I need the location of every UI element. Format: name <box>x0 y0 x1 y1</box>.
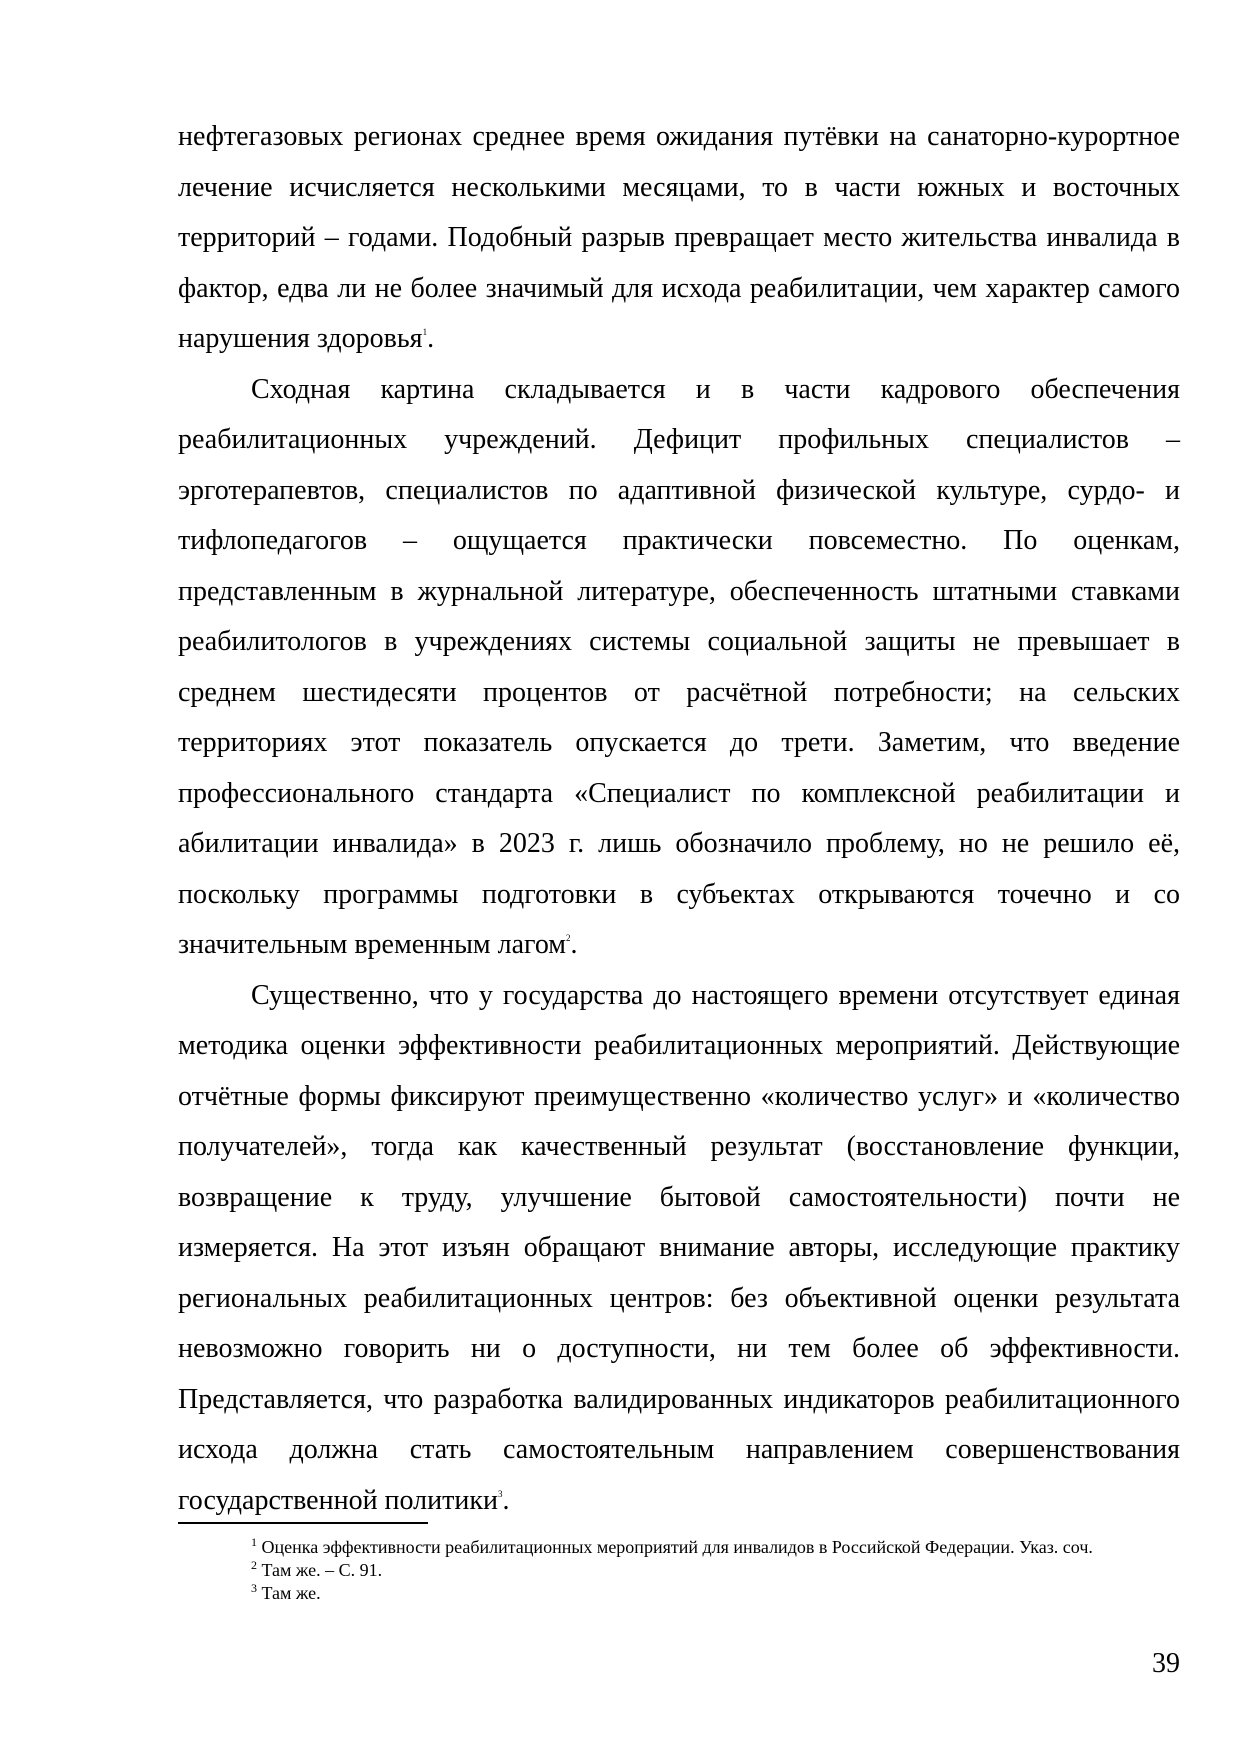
footnote-text: Там же. – С. 91. <box>257 1560 383 1580</box>
footnote-text: Оценка эффективности реабилитационных мероприятий для инвалидов в Российской Федерации. Указ. соч. <box>257 1537 1093 1557</box>
footnote-3 <box>178 1582 1180 1605</box>
footnotes <box>178 1536 1180 1605</box>
footnote-number: 2 <box>251 1558 257 1572</box>
paragraph-text: нефтегазовых регионах среднее время ожидания путёвки на санаторно-курортное лечение исчисляется несколькими месяцами, то в части южных и восточных территорий – годами. Подобный разрыв превращает место жительства инвалида в фактор, едва ли не более значимый для исхода реабилитации, чем характер самого нарушения здоровья <box>178 121 1180 354</box>
paragraph-tail: . <box>502 1484 510 1516</box>
footnote-reference-2[interactable]: 2 <box>566 933 571 943</box>
paragraph-1 <box>178 112 1180 365</box>
main-text <box>178 112 1180 1526</box>
page-number: 39 <box>1152 1648 1180 1679</box>
footnote-reference-1[interactable]: 1 <box>422 327 428 337</box>
footnote-1 <box>178 1536 1180 1559</box>
footnote-number: 1 <box>251 1535 257 1549</box>
footnote-number: 3 <box>251 1581 257 1595</box>
paragraph-tail: . <box>570 929 578 960</box>
paragraph-tail: . <box>427 323 435 354</box>
footnote-text: Там же. <box>257 1583 321 1603</box>
footnote-2 <box>178 1559 1180 1582</box>
paragraph-text: Существенно, что у государства до настоящего времени отсутствует единая методика оценки эффективности реабилитационных мероприятий. Действующие отчётные формы фиксируют преимущественно «количество услуг» и «количество получателей», тогда как качественный результат (восстановление функции, возвращение к труду, улучшение бытовой самостоятельности) почти не измеряется. На этот изъян обращают внимание авторы, исследующие практику региональных реабилитационных центров: без объективной оценки результата невозможно говорить ни о доступности, ни тем более об эффективности. Представляется, что разработка валидированных индикаторов реабилитационного исхода должна стать самостоятельным направлением совершенствования государственной политики <box>178 979 1180 1516</box>
paragraph-2 <box>178 365 1180 971</box>
footnote-reference-3[interactable]: 3 <box>497 1488 503 1499</box>
footnote-separator <box>178 1522 428 1524</box>
paragraph-text: Сходная картина складывается и в части кадрового обеспечения реабилитационных учреждений. Дефицит профильных специалистов – эрготерапевтов, специалистов по адаптивной физической культуре, сурдо- и тифлопедагогов – ощущается практически повсеместно. По оценкам, представленным в журнальной литературе, обеспеченность штатными ставками реабилитологов в учреждениях системы социальной защиты не превышает в среднем шестидесяти процентов от расчётной потребности; на сельских территориях этот показатель опускается до трети. Заметим, что введение профессионального стандарта «Специалист по комплексной реабилитации и абилитации инвалида» в 2023 г. лишь обозначило проблему, но не решило её, поскольку программы подготовки в субъектах открываются точечно и со значительным временным лагом <box>178 373 1180 960</box>
paragraph-3 <box>178 971 1180 1527</box>
